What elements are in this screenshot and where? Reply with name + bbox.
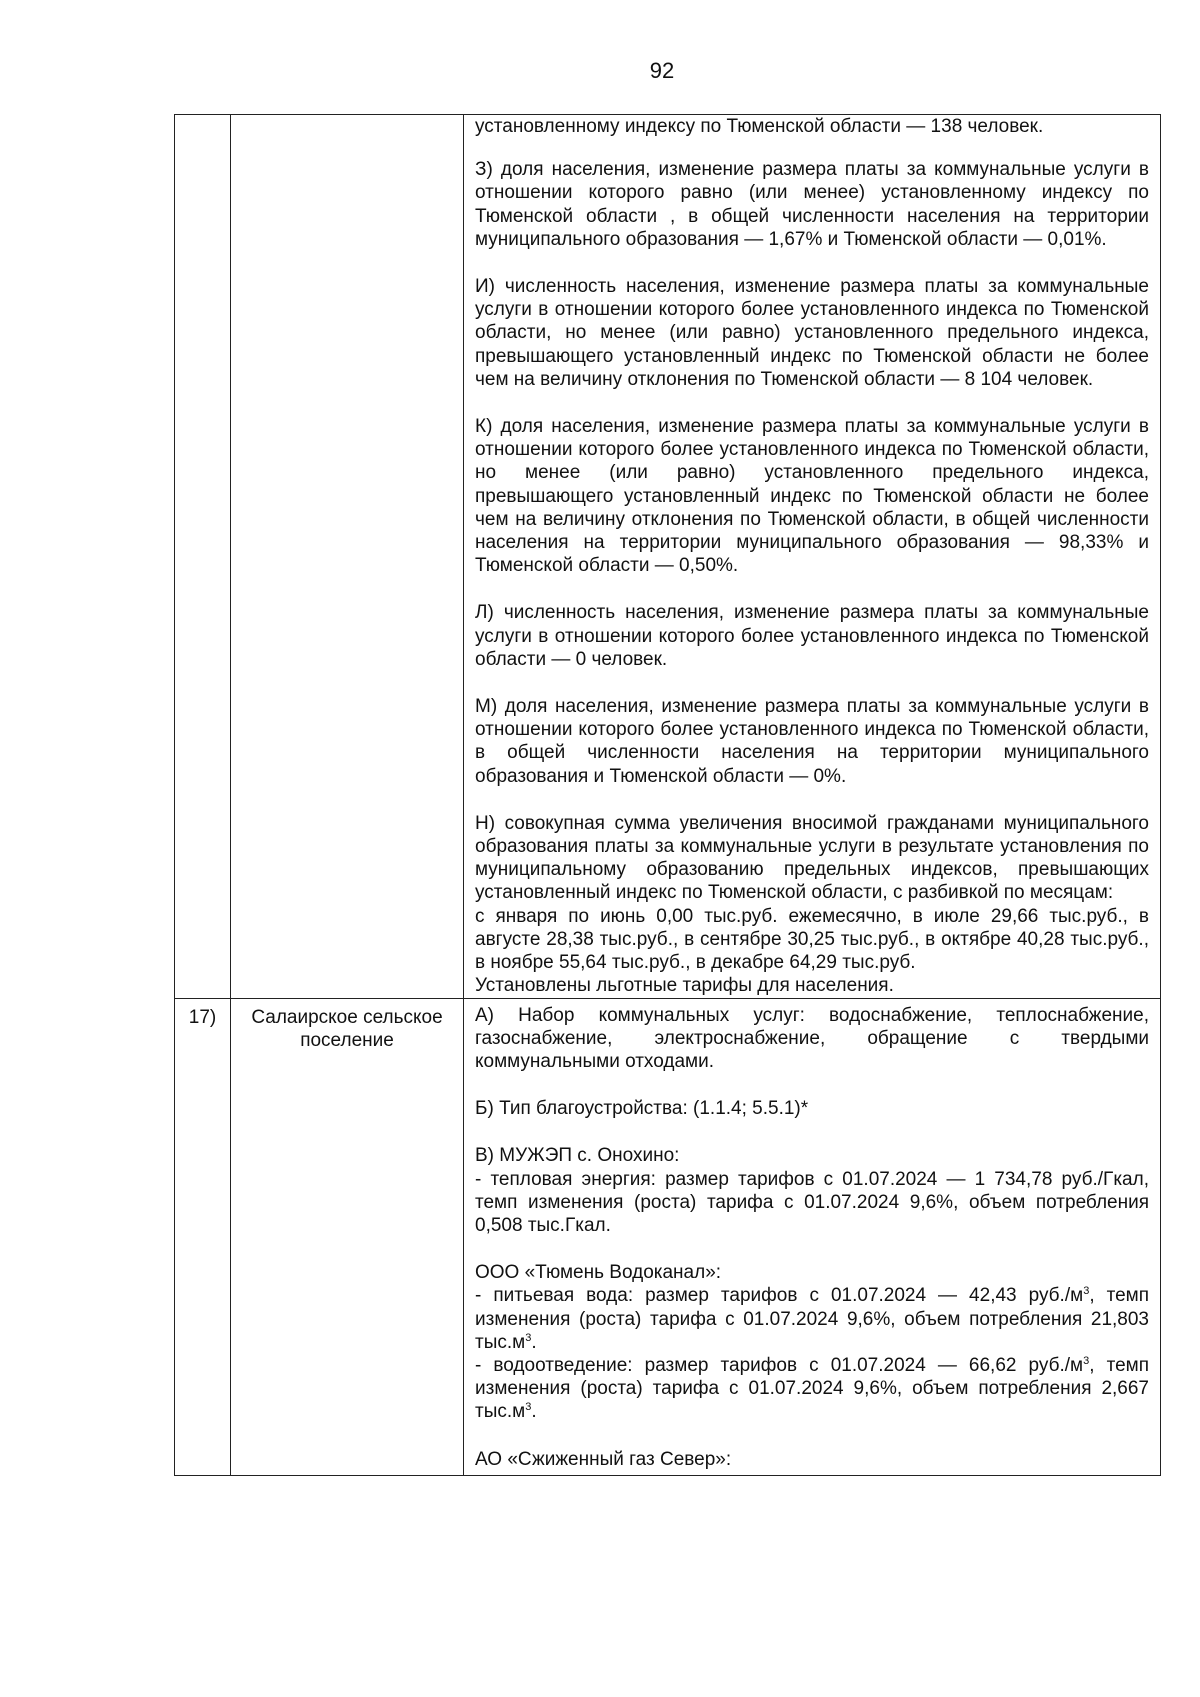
- drinking-water-line: - питьевая вода: размер тарифов с 01.07.2024 — 42,43 $руб./м^3$, темп изменения (роста) тарифа с 01.07.2024 9,6%, объем потребления 21,803 $тыс.м^3$.: [475, 1285, 1150, 1353]
- paragraph-zh: установленному индексу по Тюменской области — 138 человек.: [475, 116, 1044, 137]
- paragraph-i: И) численность населения, изменение размера платы за коммунальные услуги в отношении которого более установленного индекса по Тюменской области, но менее (или равно) установленного предельного индекса, превышающего установленный индекс по Тюменской области не более чем на величину отклонения по Тюменской области — 8 104 человек.: [475, 276, 1149, 390]
- municipality-cell: Салаирское сельское поселение: [231, 998, 464, 1475]
- paragraph-k: К) доля населения, изменение размера платы за коммунальные услуги в отношении которого более установленного индекса по Тюменской области, но менее (или равно) установленного предельного индекса, превышающего установленный индекс по Тюменской области не более чем на величину отклонения по Тюменской области, в общей численности населения на территории муниципального образования — 98,33% и Тюменской области — 0,50%.: [475, 416, 1149, 577]
- indicators-cell: [464, 115, 1161, 999]
- table-row-continued: [175, 115, 1161, 999]
- wastewater-line: - водоотведение: размер тарифов с 01.07.2024 — 66,62 $руб./м^3$, темп изменения (роста) тарифа с 01.07.2024 9,6%, объем потребления 2,667 $тыс.м^3$.: [475, 1354, 1150, 1423]
- paragraph-n: [475, 812, 1149, 998]
- paragraph-n-intro: Н) совокупная сумма увеличения вносимой гражданами муниципального образования платы за коммунальные услуги в результате установления по муниципальному образованию предельных индексов, превышающих установленный индекс по Тюменской области, с разбивкой по месяцам:: [475, 812, 1149, 904]
- row-number-cell: [175, 115, 231, 999]
- page-number: 92: [649, 58, 675, 83]
- vodokanal-title: ООО «Тюмень Водоканал»:: [475, 1262, 722, 1284]
- paragraph-n-benefits: Установлены льготные тарифы для населения.: [475, 975, 894, 997]
- tariff-table: [174, 114, 1161, 1476]
- municipality-cell: [231, 115, 464, 999]
- paragraph-v: [475, 1144, 1149, 1237]
- paragraph-v-title: В) МУЖЭП с. Онохино:: [475, 1145, 680, 1167]
- paragraph-b: Б) Тип благоустройства: (1.1.4; 5.5.1)*: [475, 1098, 809, 1120]
- row-number-cell: 17): [175, 998, 231, 1475]
- paragraph-m: М) доля населения, изменение размера платы за коммунальные услуги в отношении которого более установленного индекса по Тюменской области, в общей численности населения на территории муниципального образования и Тюменской области — 0%.: [475, 696, 1149, 787]
- paragraph-a: А) Набор коммунальных услуг: водоснабжение, теплоснабжение, газоснабжение, электроснабжение, обращение с твердыми коммунальными отходами.: [475, 1004, 1149, 1072]
- gas-supplier-title: АО «Сжиженный газ Север»:: [475, 1448, 732, 1470]
- paragraph-vodokanal: [475, 1261, 1149, 1423]
- indicators-cell: [464, 998, 1161, 1475]
- paragraph-n-months: с января по июнь 0,00 тыс.руб. ежемесячно, в июле 29,66 тыс.руб., в августе 28,38 тыс.руб., в сентябре 30,25 тыс.руб., в октябре 40,28 тыс.руб., в ноябре 55,64 тыс.руб., в декабре 64,29 тыс.руб.: [475, 905, 1149, 974]
- paragraph-l: Л) численность населения, изменение размера платы за коммунальные услуги в отношении которого более установленного индекса по Тюменской области — 0 человек.: [475, 602, 1149, 670]
- paragraph-v-heat: - тепловая энергия: размер тарифов с 01.07.2024 — 1 734,78 руб./Гкал, темп изменения (роста) тарифа с 01.07.2024 9,6%, объем потребления 0,508 тыс.Гкал.: [475, 1168, 1149, 1236]
- table-row-17: [175, 998, 1161, 1475]
- paragraph-z: З) доля населения, изменение размера платы за коммунальные услуги в отношении которого равно (или менее) установленному индексу по Тюменской области , в общей численности населения на территории муниципального образования — 1,67% и Тюменской области — 0,01%.: [475, 159, 1149, 250]
